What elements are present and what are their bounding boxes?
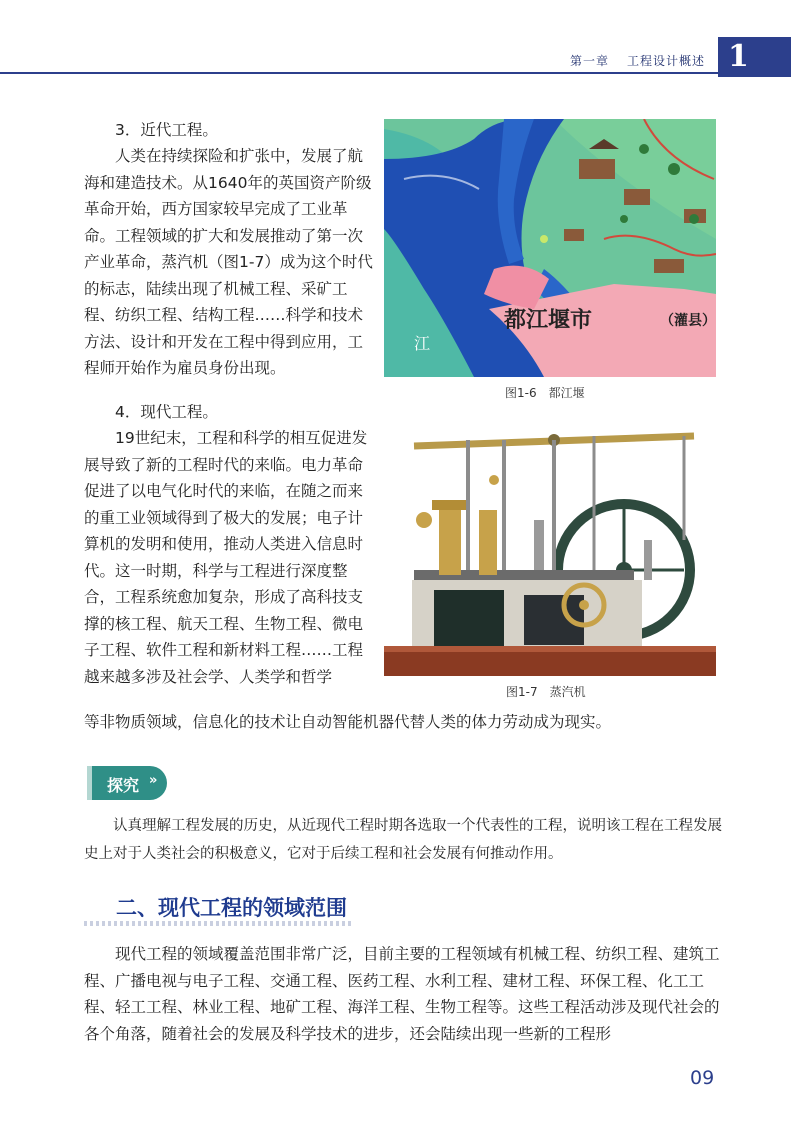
section3-heading: 3．近代工程。 bbox=[115, 121, 218, 139]
running-header bbox=[570, 52, 705, 69]
chapter-number-tab: 1 bbox=[718, 37, 791, 77]
steam-engine-illustration bbox=[384, 420, 716, 676]
explore-text: 认真理解工程发展的历史，从近现代工程时期各选取一个代表性的工程，说明该工程在工程发展史上对于人类社会的积极意义，它对于后续工程和社会发展有何推动作用。 bbox=[84, 818, 722, 862]
chapter-label: 第一章 bbox=[569, 54, 609, 68]
section2-body: 现代工程的领域覆盖范围非常广泛，目前主要的工程领域有机械工程、纺织工程、建筑工程、广播电视与电子工程、交通工程、医药工程、水利工程、建材工程、环保工程、化工工程、轻工工程、林业工程、地矿工程、海洋工程、生物工程等。这些工程活动涉及现代社会的各个角落，随着社会的发展及科学技术的进步，还会陆续出现一些新的工程形 bbox=[84, 945, 720, 1043]
header-rule bbox=[0, 72, 718, 74]
double-chevron-icon: » bbox=[149, 773, 158, 788]
section4-heading: 4．现代工程。 bbox=[115, 403, 218, 421]
map-subtitle-label: （灌县） bbox=[660, 313, 716, 329]
map-city-label: 都江堰市 bbox=[504, 307, 593, 333]
explore-label: 探究 bbox=[107, 776, 140, 795]
figure-1-7-caption: 图1-7 蒸汽机 bbox=[506, 685, 586, 699]
section4-body-continued: 等非物质领域，信息化的技术让自动智能机器代替人类的体力劳动成为现实。 bbox=[84, 713, 612, 731]
section3-body: 人类在持续探险和扩张中，发展了航海和建造技术。从1640年的英国资产阶级革命开始，西方国家较早完成了工业革命。工程领域的扩大和发展推动了第一次产业革命，蒸汽机（图1-7）成为这个时代的标志，陆续出现了机械工程、采矿工程、纺织工程、结构工程……科学和技术方法、设计和开发在工程中得到应用，工程师开始作为雇员身份出现。 bbox=[84, 147, 373, 377]
section-title-underline bbox=[84, 921, 354, 926]
section-title: 二、现代工程的领域范围 bbox=[116, 896, 347, 920]
explore-tab-accent bbox=[87, 766, 92, 800]
map-river-label: 江 bbox=[414, 334, 431, 353]
figure-1-6-caption: 图1-6 都江堰 bbox=[505, 386, 585, 400]
explore-tab bbox=[87, 766, 167, 800]
section4-body: 19世纪末，工程和科学的相互促进发展导致了新的工程时代的来临。电力革命促进了以电气化时代的来临，在随之而来的重工业领域得到了极大的发展；电子计算机的发明和使用，推动人类进入信息时代。这一时期，科学与工程进行深度整合，工程系统愈加复杂，形成了高科技支撑的核工程、航天工程、生物工程、微电子工程、软件工程和新材料工程……工程越来越多涉及社会学、人类学和哲学 bbox=[84, 429, 368, 686]
chapter-title: 工程设计概述 bbox=[626, 54, 705, 68]
steam-engine-figure bbox=[384, 420, 716, 676]
dujiangyan-map-figure bbox=[384, 119, 716, 377]
dujiangyan-map-illustration bbox=[384, 119, 716, 377]
page-number: 09 bbox=[690, 1067, 715, 1089]
